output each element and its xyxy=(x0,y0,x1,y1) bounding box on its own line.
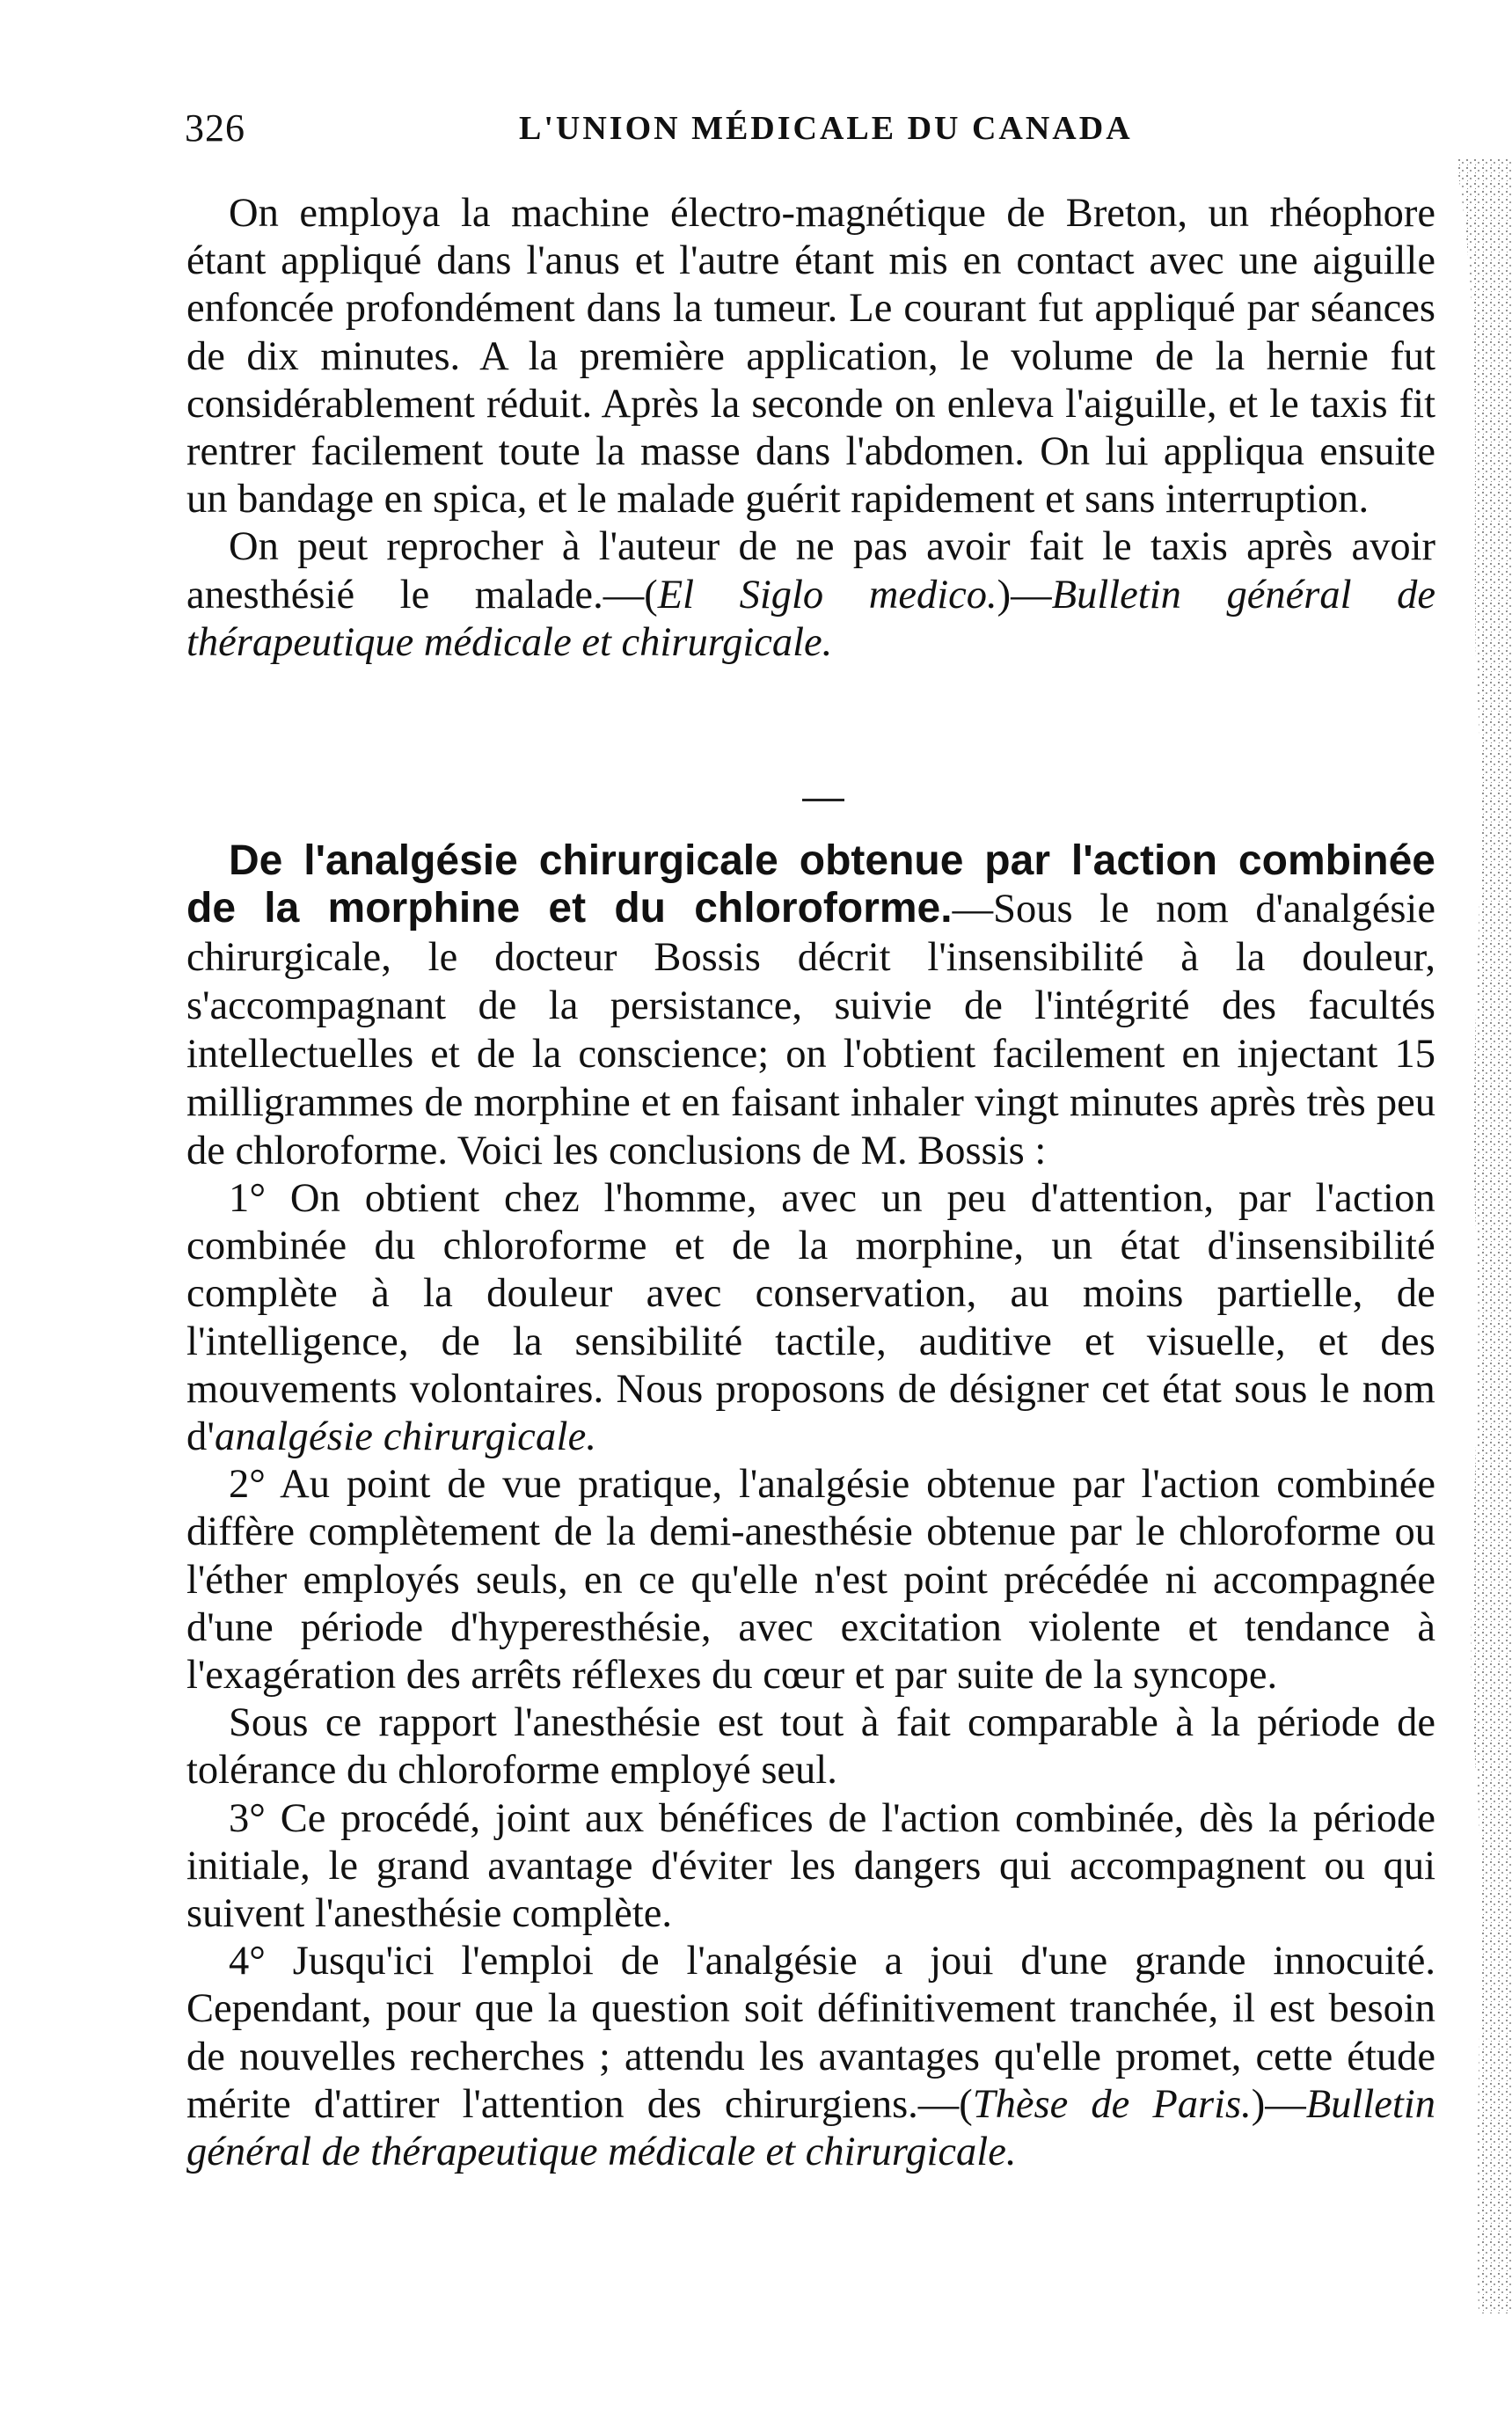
journal-title: L'UNION MÉDICALE DU CANADA xyxy=(519,110,1133,147)
citation-source: Thèse de Paris. xyxy=(972,2081,1252,2127)
conclusion-2: 2° Au point de vue pratique, l'analgésie obtenue par l'action combinée diffère complètement de la demi-anesthésie obtenue par le chloroforme ou l'éther employés seuls, en ce qu'elle n'est point précédée ni accompagnée d'une période d'hyperesthésie, avec excitation violente et tendance à l'exagération des arrêts réflexes du cœur et par suite de la syncope. xyxy=(186,1462,1435,1699)
conclusion-text: 4° Jusqu'ici l'emploi de l'analgésie a joui d'une grande innocuité. Cependant, pour que la question soit définitivement tranchée, il est besoin de nouvelles recherches ; attendu les avantages qu'elle promet, cette étude mérite d'attirer l'attention des chirurgiens.—( xyxy=(186,1939,1435,2127)
citation-journal: Bulletin général de thérapeutique médicale et chirurgicale. xyxy=(186,2081,1435,2175)
article-title-paragraph xyxy=(186,837,1435,1175)
article-separator xyxy=(802,799,844,801)
paragraph-with-citation xyxy=(186,523,1435,667)
citation-journal: Bulletin général de thérapeutique médicale et chirurgicale. xyxy=(186,572,1435,665)
intro-lead: —Sous xyxy=(952,887,1073,932)
paragraph-text: On peut reprocher à l'auteur de ne pas avoir fait le taxis après avoir anesthésié le malade.—( xyxy=(186,524,1435,617)
page-number: 326 xyxy=(185,106,245,150)
citation-separator: )— xyxy=(1251,2081,1306,2127)
conclusion-3: 3° Ce procédé, joint aux bénéfices de l'action combinée, dès la période initiale, le grand avantage d'éviter les dangers qui accompagnent ou qui suivent l'anesthésie complète. xyxy=(186,1795,1435,1937)
conclusion-text: 1° On obtient chez l'homme, avec un peu d'attention, par l'action combinée du chloroforme et de la morphine, un état d'insensibilité complète à la douleur avec conservation, au moins partielle, de l'intelligence, de la sensibilité tactile, auditive et visuelle, et des mouvements volontaires. Nous proposons de désigner cet état sous le nom d' xyxy=(186,1176,1435,1460)
conclusion-1 xyxy=(186,1175,1435,1461)
conclusion-2-follow: Sous ce rapport l'anesthésie est tout à fait comparable à la période de tolérance du chloroforme employé seul. xyxy=(186,1700,1435,1794)
conclusion-4 xyxy=(186,1938,1435,2176)
defined-term: analgésie chirurgicale. xyxy=(215,1414,597,1460)
running-head xyxy=(185,106,1196,158)
first-article xyxy=(186,190,1435,667)
article-title: De l'analgésie chirurgicale obtenue par l'action combinée de la morphine et du chloroforme. xyxy=(186,837,1435,932)
citation-source: El Siglo medico. xyxy=(657,572,997,617)
citation-separator: )— xyxy=(997,572,1052,617)
second-article xyxy=(186,837,1435,2176)
intro-text: le nom d'analgésie chirurgicale, le docteur Bossis décrit l'insensibilité à la douleur, s'accompagnant de la persistance, suivie de l'intégrité des facultés intellectuelles et de la conscience; on l'obtient facilement en injectant 15 milligrammes de morphine et en faisant inhaler vingt minutes après très peu de chloroforme. Voici les conclusions de M. Bossis : xyxy=(186,887,1435,1173)
paragraph: On employa la machine électro-magnétique de Breton, un rhéophore étant appliqué dans l'anus et l'autre étant mis en contact avec une aiguille enfoncée profondément dans la tumeur. Le courant fut appliqué par séances de dix minutes. A la première application, le volume de la hernie fut considérablement réduit. Après la seconde on enleva l'aiguille, et le taxis fit rentrer facilement toute la masse dans l'abdomen. On lui appliqua ensuite un bandage en spica, et le malade guérit rapidement et sans interruption. xyxy=(186,191,1435,522)
